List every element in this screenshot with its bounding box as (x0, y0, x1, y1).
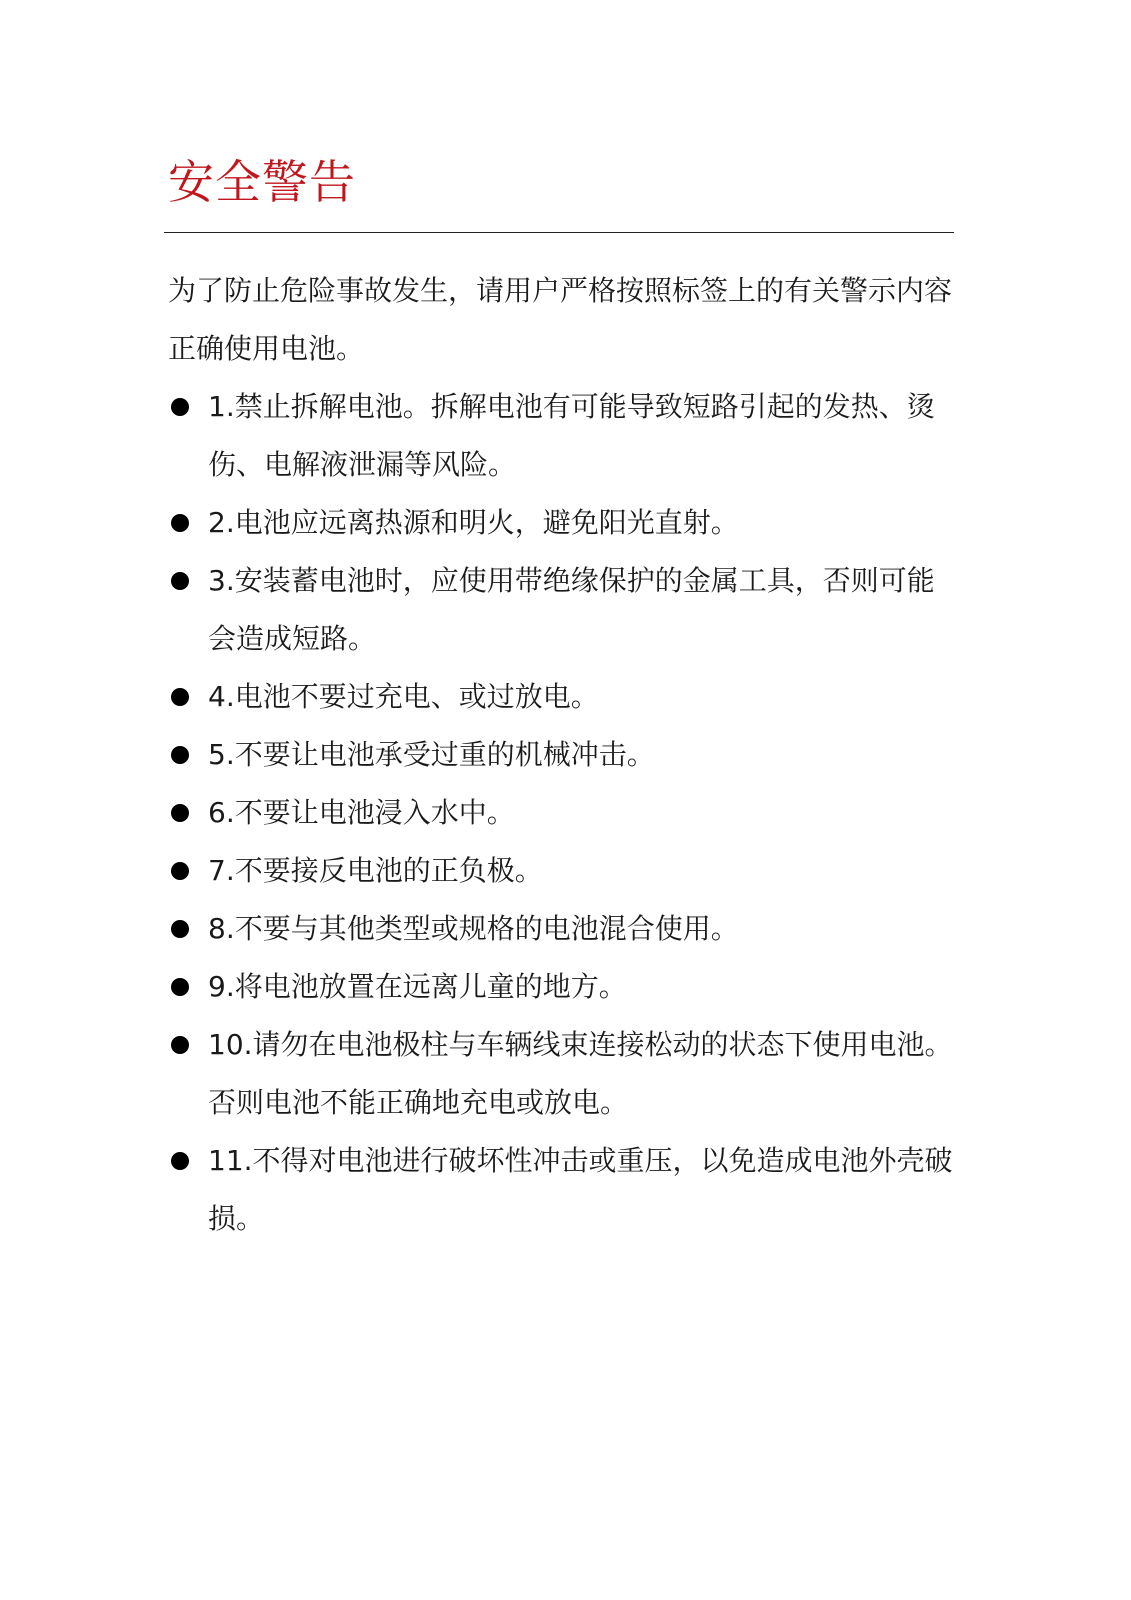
warning-text: 9.将电池放置在远离儿童的地方。 (208, 970, 627, 1003)
bullet-dot-icon (171, 688, 189, 706)
bullet-dot-icon (171, 920, 189, 938)
list-item (168, 494, 958, 552)
bullet-dot-icon (171, 398, 189, 416)
warning-text: 5.不要让电池承受过重的机械冲击。 (208, 738, 655, 771)
warning-text: 3.安装蓄电池时，应使用带绝缘保护的金属工具，否则可能会造成短路。 (208, 564, 935, 655)
warning-text: 7.不要接反电池的正负极。 (208, 854, 543, 887)
intro-paragraph: 为了防止危险事故发生，请用户严格按照标签上的有关警示内容正确使用电池。 (168, 274, 953, 365)
warning-text: 10.请勿在电池极柱与车辆线束连接松动的状态下使用电池。否则电池不能正确地充电或放电。 (208, 1028, 953, 1119)
warning-list (168, 378, 958, 1248)
warning-text: 8.不要与其他类型或规格的电池混合使用。 (208, 912, 739, 945)
list-item (168, 900, 958, 958)
bullet-dot-icon (171, 572, 189, 590)
list-item (168, 726, 958, 784)
bullet-dot-icon (171, 514, 189, 532)
warning-text: 1.禁止拆解电池。拆解电池有可能导致短路引起的发热、烫伤、电解液泄漏等风险。 (208, 390, 935, 481)
bullet-dot-icon (171, 862, 189, 880)
warning-text: 6.不要让电池浸入水中。 (208, 796, 515, 829)
warning-text: 2.电池应远离热源和明火，避免阳光直射。 (208, 506, 739, 539)
list-item (168, 1132, 958, 1248)
list-item (168, 842, 958, 900)
bullet-dot-icon (171, 746, 189, 764)
bullet-dot-icon (171, 804, 189, 822)
list-item (168, 378, 958, 494)
title-divider (164, 232, 954, 233)
warning-text: 4.电池不要过充电、或过放电。 (208, 680, 599, 713)
bullet-dot-icon (171, 978, 189, 996)
list-item (168, 958, 958, 1016)
list-item (168, 1016, 958, 1132)
bullet-dot-icon (171, 1036, 189, 1054)
warning-text: 11.不得对电池进行破坏性冲击或重压，以免造成电池外壳破损。 (208, 1144, 953, 1235)
list-item (168, 668, 958, 726)
list-item (168, 552, 958, 668)
page-title: 安全警告 (168, 155, 356, 209)
list-item (168, 784, 958, 842)
bullet-dot-icon (171, 1152, 189, 1170)
